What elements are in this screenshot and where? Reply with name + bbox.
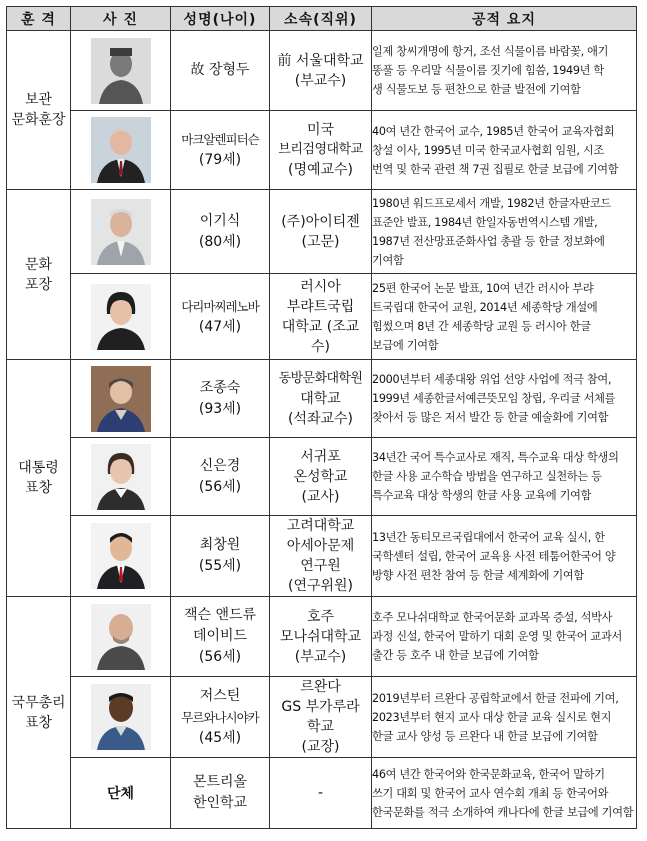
table-row — [7, 111, 637, 190]
photo-cell — [71, 677, 171, 758]
name-cell: 마크알렌피터슨 (79세) — [171, 111, 270, 190]
feat-cell: 13년간 동티모르국립대에서 한국어 교육 실시, 한 국학센터 설립, 한국어 교육용 사전 테툼어한국어 양 방향 사전 편찬 참여 등 한글 세계화에 기여함 — [372, 516, 637, 597]
table-row — [7, 597, 637, 677]
name-cell: 故 장형두 — [171, 31, 270, 111]
table-row — [7, 677, 637, 758]
group-label-cell: 단체 — [71, 758, 171, 829]
header-photo: 사 진 — [71, 7, 171, 31]
photo-cell — [71, 438, 171, 516]
photo-cell — [71, 274, 171, 360]
man-portrait-icon — [91, 684, 151, 750]
award-cell-bogwan: 보관 문화훈장 — [7, 31, 71, 190]
header-feat: 공적 요지 — [372, 7, 637, 31]
org-cell: 러시아 부랴트국립 대학교 (조교 수) — [270, 274, 372, 360]
photo-cell — [71, 111, 171, 190]
table-row — [7, 190, 637, 274]
name-cell: 신은경 (56세) — [171, 438, 270, 516]
name-cell: 잭슨 앤드류 데이비드 (56세) — [171, 597, 270, 677]
award-cell-president: 대통령 표창 — [7, 360, 71, 597]
bald-man-portrait-icon — [91, 604, 151, 670]
photo-cell — [71, 516, 171, 597]
header-award: 훈 격 — [7, 7, 71, 31]
feat-cell: 일제 창씨개명에 항거, 조선 식물이름 바람꽃, 애기 똥풀 등 우리말 식물이름 짓기에 힘씀, 1949년 학 생 식물도보 등 편찬으로 한글 발전에 기여함 — [372, 31, 637, 111]
org-cell: (주)아이티젠 (고문) — [270, 190, 372, 274]
man-suit-portrait-icon — [91, 117, 151, 183]
award-cell-pm: 국무총리 표창 — [7, 597, 71, 829]
header-org: 소속(직위) — [270, 7, 372, 31]
name-cell: 조종숙 (93세) — [171, 360, 270, 438]
org-cell: - — [270, 758, 372, 829]
feat-cell: 1980년 워드프로세서 개발, 1982년 한글자판코드 표준안 발표, 1984년 한일자동번역시스템 개발, 1987년 전산망표준화사업 총괄 등 한글 정보화에 기여함 — [372, 190, 637, 274]
feat-cell: 2000년부터 세종대왕 위업 선양 사업에 적극 참여, 1999년 세종한글서예큰뜻모임 창립, 우리글 서체를 찾아서 등 많은 저서 발간 등 한글 예술화에 기여함 — [372, 360, 637, 438]
photo-cell — [71, 190, 171, 274]
elderly-man-portrait-icon — [91, 199, 151, 265]
name-cell: 다리마찌레노바 (47세) — [171, 274, 270, 360]
photo-cell — [71, 360, 171, 438]
feat-cell: 46여 년간 한국어와 한국문화교육, 한국어 말하기 쓰기 대회 및 한국어 교사 연수회 개최 등 한국어와 한국문화를 적극 소개하여 캐나다에 한글 보급에 기여함 — [372, 758, 637, 829]
name-cell: 이기식 (80세) — [171, 190, 270, 274]
woman-short-hair-portrait-icon — [91, 444, 151, 510]
name-cell: 저스틴 무르와나시야카 (45세) — [171, 677, 270, 758]
org-cell: 르완다 GS 부가루라 학교 (교장) — [270, 677, 372, 758]
feat-cell: 34년간 국어 특수교사로 재직, 특수교육 대상 학생의 한글 사용 교수학습 방법을 연구하고 실천하는 등 특수교육 대상 학생의 한글 사용 교육에 기여함 — [372, 438, 637, 516]
org-cell: 前 서울대학교 (부교수) — [270, 31, 372, 111]
elderly-woman-portrait-icon — [91, 366, 151, 432]
org-cell: 고려대학교 아세아문제 연구원 (연구위원) — [270, 516, 372, 597]
photo-cell — [71, 597, 171, 677]
man-tie-portrait-icon — [91, 523, 151, 589]
feat-cell: 40여 년간 한국어 교수, 1985년 한국어 교육자협회 창설 이사, 1995년 미국 한국교사협회 임원, 시조 번역 및 한국 관련 책 7권 집필로 한글 보급에 기여함 — [372, 111, 637, 190]
feat-cell: 25편 한국어 논문 발표, 10여 년간 러시아 부랴 트국립대 한국어 교원, 2014년 세종학당 개설에 힘썼으며 8년 간 세종학당 교원 등 러시아 한글 보급에 기여함 — [372, 274, 637, 360]
org-cell: 미국 브리검영대학교 (명예교수) — [270, 111, 372, 190]
org-cell: 동방문화대학원 대학교 (석좌교수) — [270, 360, 372, 438]
org-cell: 호주 모나쉬대학교 (부교수) — [270, 597, 372, 677]
feat-cell: 호주 모나쉬대학교 한국어문화 교과목 증설, 석박사 과정 신설, 한국어 말하기 대회 운영 및 한국어 교과서 출간 등 호주 내 한글 보급에 기여함 — [372, 597, 637, 677]
table-row — [7, 31, 637, 111]
name-cell: 몬트리올 한인학교 — [171, 758, 270, 829]
org-cell: 서귀포 온성학교 (교사) — [270, 438, 372, 516]
woman-portrait-icon — [91, 284, 151, 350]
header-name: 성명(나이) — [171, 7, 270, 31]
name-cell: 최창원 (55세) — [171, 516, 270, 597]
table-row — [7, 274, 637, 360]
table-row — [7, 438, 637, 516]
feat-cell: 2019년부터 르완다 공립학교에서 한글 전파에 기여, 2023년부터 현지 교사 대상 한글 교육 실시로 현지 한글 교사 양성 등 르완다 내 한글 보급에 기여함 — [372, 677, 637, 758]
award-cell-munhwa: 문화 포장 — [7, 190, 71, 360]
table-row — [7, 758, 637, 829]
bw-portrait-icon — [91, 38, 151, 104]
photo-cell — [71, 31, 171, 111]
table-row — [7, 360, 637, 438]
header-row — [7, 7, 637, 31]
awards-table — [6, 6, 637, 829]
table-row — [7, 516, 637, 597]
